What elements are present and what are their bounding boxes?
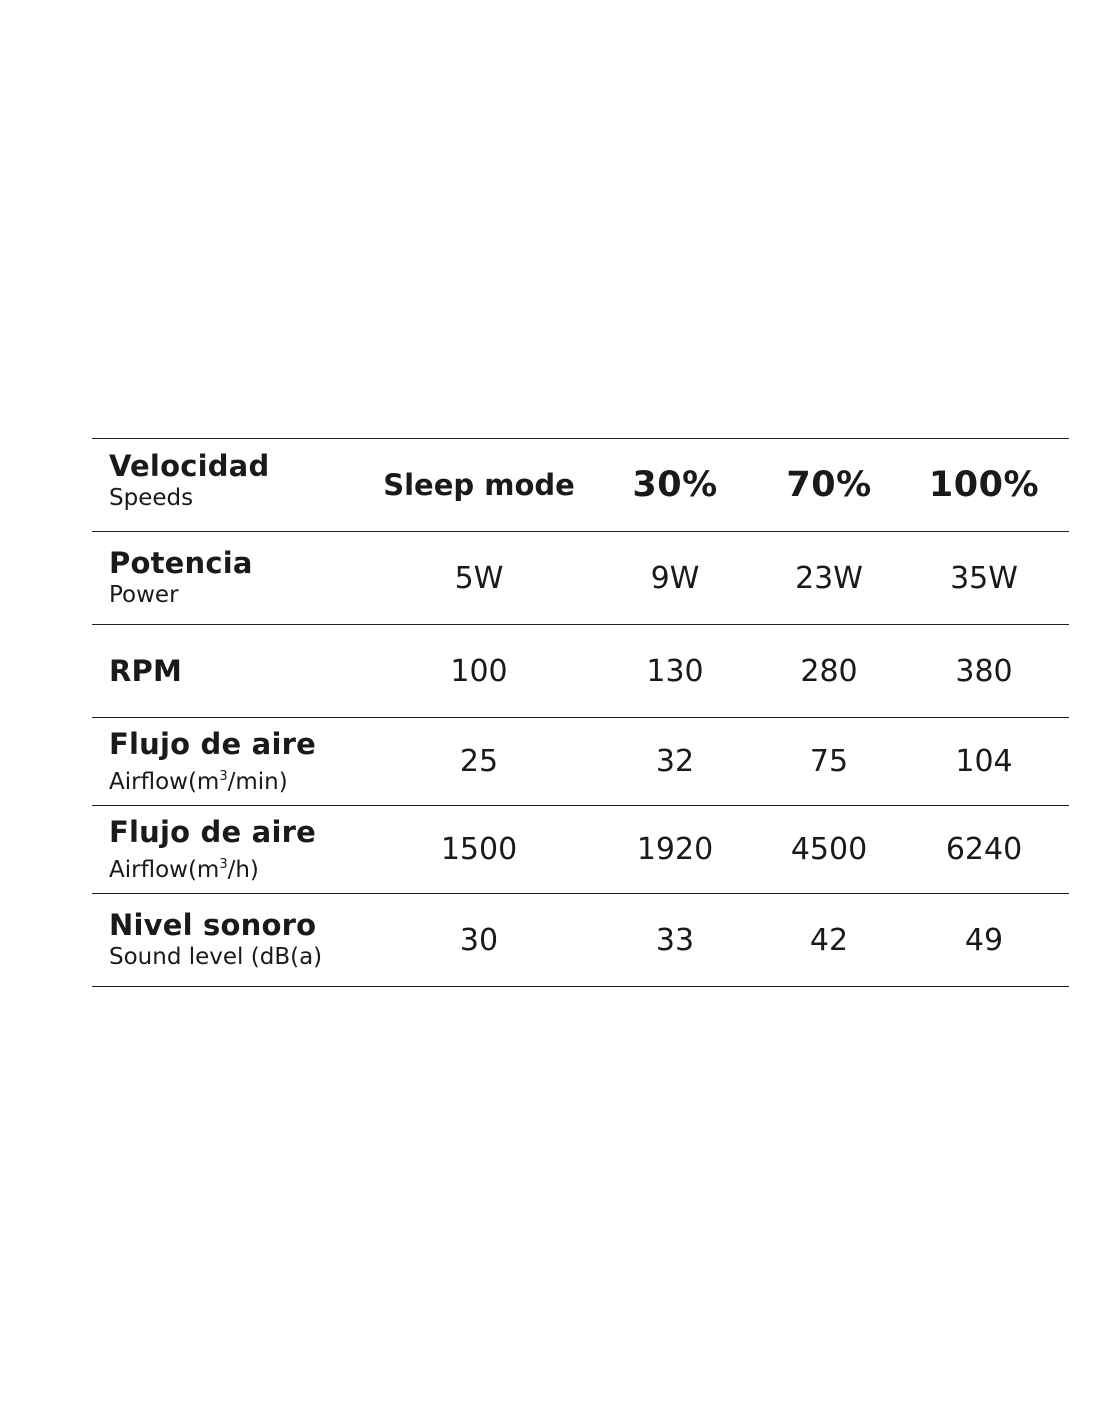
table-cell: 5W: [454, 560, 504, 596]
table-cell: 1920: [636, 832, 714, 867]
table-cell: 23W: [795, 560, 863, 596]
row-label-en: [109, 762, 316, 797]
row-label-es: Flujo de aire: [109, 814, 316, 849]
table-cell: 380: [955, 653, 1013, 689]
table-cell: 104: [955, 744, 1013, 779]
superscript: 3: [219, 768, 228, 784]
table-cell: 49: [964, 922, 1004, 958]
table-cell: 25: [459, 744, 499, 779]
row-label-es: Flujo de aire: [109, 726, 316, 761]
row-label: [109, 532, 253, 624]
row-label-en: Power: [109, 582, 179, 608]
header-col-70: 70%: [786, 465, 872, 505]
row-label-en-suffix: /min): [227, 768, 288, 795]
row-label-es: Nivel sonoro: [109, 908, 317, 942]
table-row-power: [92, 532, 1069, 625]
header-label: [109, 435, 269, 527]
row-label-es: Potencia: [109, 546, 253, 580]
header-label-en: Speeds: [109, 485, 194, 511]
table-row-sound-level: [92, 894, 1069, 987]
table-row-rpm: [92, 625, 1069, 718]
table-row-airflow-hour: [92, 806, 1069, 894]
table-header-row: [92, 439, 1069, 532]
row-label-es: RPM: [109, 654, 183, 688]
row-label: [109, 718, 316, 805]
row-label-en: [109, 850, 316, 885]
spec-table: [92, 438, 1069, 987]
table-cell: 6240: [945, 832, 1023, 867]
header-col-sleep: Sleep mode: [383, 468, 575, 502]
row-label-en-suffix: /h): [227, 856, 259, 883]
table-cell: 35W: [950, 560, 1018, 596]
row-label-en: Sound level (dB(a): [109, 944, 323, 970]
table-row-airflow-min: [92, 718, 1069, 806]
row-label-en-prefix: Airflow(m: [109, 856, 220, 883]
row-label: [109, 894, 322, 986]
row-label-en-prefix: Airflow(m: [109, 768, 220, 795]
header-col-100: 100%: [928, 465, 1040, 505]
table-cell: 75: [809, 744, 849, 779]
superscript: 3: [219, 856, 228, 872]
table-cell: 32: [655, 744, 695, 779]
table-cell: 42: [809, 922, 849, 958]
table-cell: 1500: [440, 832, 518, 867]
table-cell: 33: [655, 922, 695, 958]
table-cell: 4500: [790, 832, 868, 867]
row-label: [109, 625, 182, 717]
table-cell: 280: [800, 653, 858, 689]
row-label: [109, 806, 316, 893]
table-cell: 130: [646, 653, 704, 689]
table-cell: 30: [459, 922, 499, 958]
header-label-es: Velocidad: [109, 449, 270, 483]
header-col-30: 30%: [632, 465, 718, 505]
table-cell: 9W: [650, 560, 700, 596]
table-cell: 100: [450, 653, 508, 689]
